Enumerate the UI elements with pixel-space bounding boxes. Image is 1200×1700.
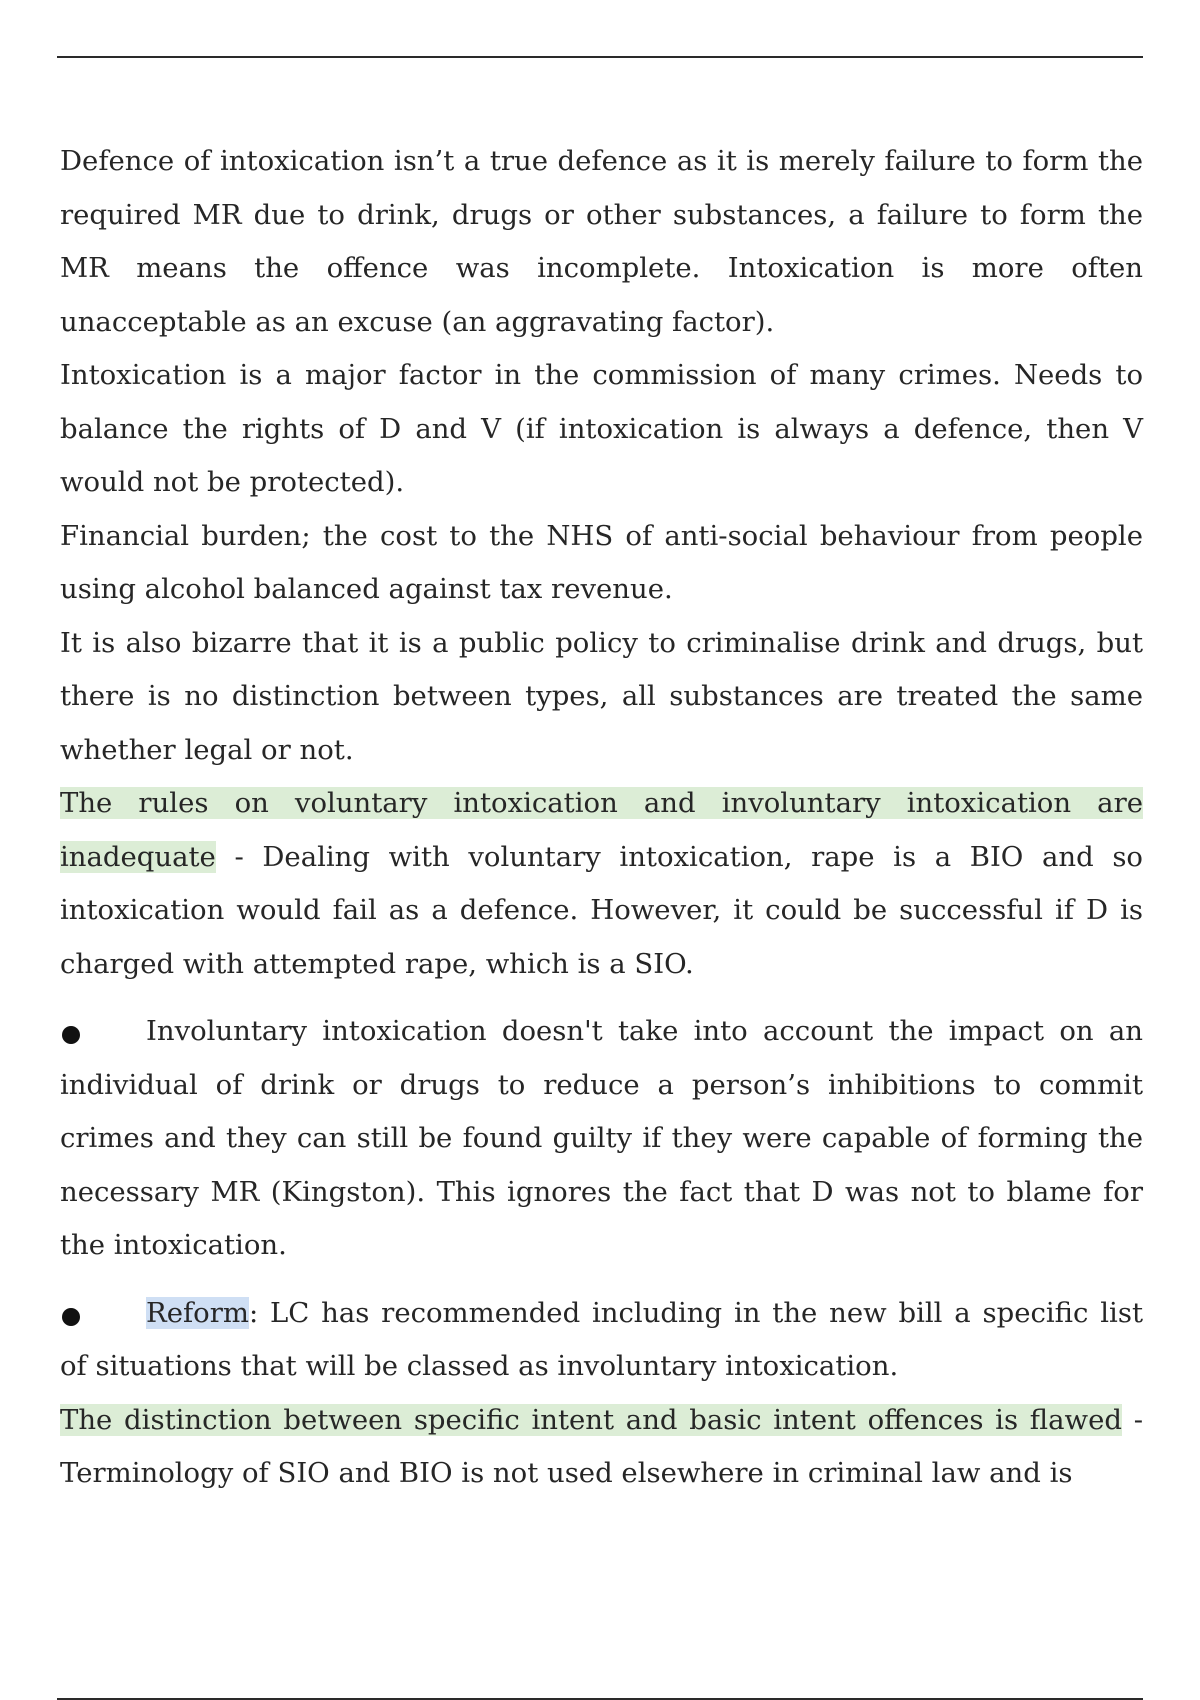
bullet-dot-icon	[62, 1308, 80, 1326]
bullet-involuntary-intoxication	[60, 1005, 1143, 1273]
paragraph-major-factor: Intoxication is a major factor in the commission of many crimes. Needs to balance the rights of D and V (if intoxication is always a defence, then V would not be protected).	[60, 359, 1143, 498]
bullet-dot-icon	[62, 1026, 80, 1044]
paragraph-financial-burden: Financial burden; the cost to the NHS of anti-social behaviour from people using alcohol balanced against tax revenue.	[60, 519, 1143, 605]
paragraph-distinction-flawed-text: - Terminology of SIO and BIO is not used elsewhere in criminal law and is	[60, 1403, 1143, 1489]
bullet-involuntary-text: Involuntary intoxication doesn't take into account the impact on an individual of drink or drugs to reduce a person’s inhibitions to commit crimes and they can still be found guilty if they were capable of forming the necessary MR (Kingston). This ignores the fact that D was not to blame for the intoxication.	[60, 1015, 1143, 1261]
paragraph-rules-inadequate-text: - Dealing with voluntary intoxication, rape is a BIO and so intoxication would fail as a defence. However, it could be successful if D is charged with attempted rape, which is a SIO.	[60, 840, 1143, 980]
bullet-reform	[60, 1287, 1143, 1394]
bullet-reform-text: : LC has recommended including in the new bill a specific list of situations that will be classed as involuntary intoxication.	[60, 1296, 1143, 1382]
document-body	[60, 135, 1143, 1501]
highlight-rules-inadequate: The rules on voluntary intoxication and involuntary intoxication are inadequate	[60, 787, 1143, 873]
paragraph-rules-inadequate	[60, 777, 1143, 991]
top-rule	[57, 56, 1143, 58]
paragraph-intoxication-defence: Defence of intoxication isn’t a true defence as it is merely failure to form the required MR due to drink, drugs or other substances, a failure to form the MR means the offence was incomplete. Intoxication is more often unacceptable as an excuse (an aggravating factor).	[60, 145, 1143, 338]
highlight-distinction-flawed: The distinction between specific intent and basic intent offences is flawed	[60, 1403, 1122, 1436]
highlight-reform: Reform	[146, 1296, 249, 1329]
paragraph-distinction-flawed	[60, 1394, 1143, 1501]
paragraph-public-policy: It is also bizarre that it is a public policy to criminalise drink and drugs, but there is no distinction between types, all substances are treated the same whether legal or not.	[60, 626, 1143, 766]
